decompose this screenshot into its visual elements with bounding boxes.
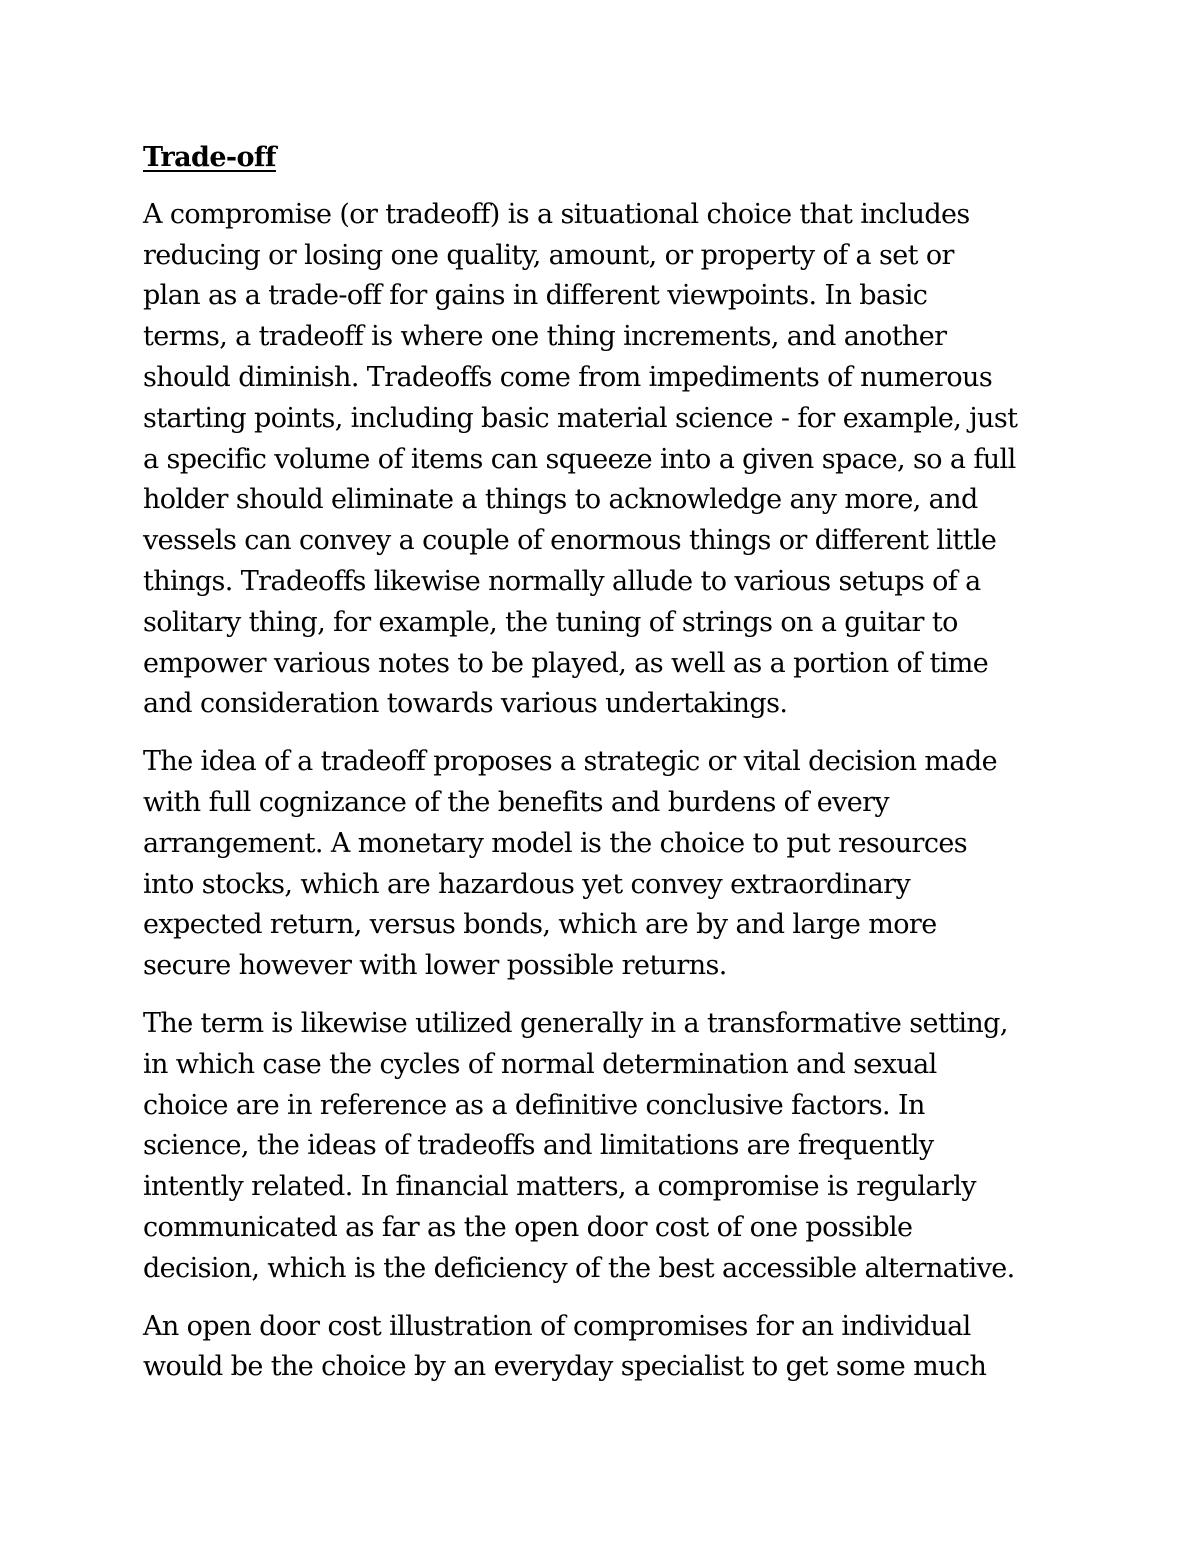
paragraph-4: An open door cost illustration of compromises for an individual would be the choice by an everyday specialist to get some much [143, 1310, 987, 1383]
paragraph-2: The idea of a tradeoff proposes a strategic or vital decision made with full cognizance of the benefits and burdens of every arrangement. A monetary model is the choice to put resources into stocks, which are hazardous yet convey extraordinary expected return, versus bonds, which are by and large more secure however with lower possible returns. [143, 746, 997, 982]
paragraph-1: A compromise (or tradeoff) is a situational choice that includes reducing or losing one quality, amount, or property of a set or plan as a trade-off for gains in different viewpoints. In basic terms, a tradeoff is where one thing increments, and another should diminish. Tradeoffs come from impediments of numerous starting points, including basic material science - for example, just a specific volume of items can squeeze into a given space, so a full holder should eliminate a things to acknowledge any more, and vessels can convey a couple of enormous things or different little things. Tradeoffs likewise normally allude to various setups of a solitary thing, for example, the tuning of strings on a guitar to empower various notes to be played, as well as a portion of time and consideration towards various undertakings. [143, 198, 1018, 720]
document-body [143, 138, 1073, 1405]
paragraph-3: The term is likewise utilized generally in a transformative setting, in which case the cycles of normal determination and sexual choice are in reference as a definitive conclusive factors. In science, the ideas of tradeoffs and limitations are frequently intently related. In financial matters, a compromise is regularly communicated as far as the open door cost of one possible decision, which is the deficiency of the best accessible alternative. [143, 1007, 1015, 1284]
document-title: Trade-off [143, 142, 276, 173]
